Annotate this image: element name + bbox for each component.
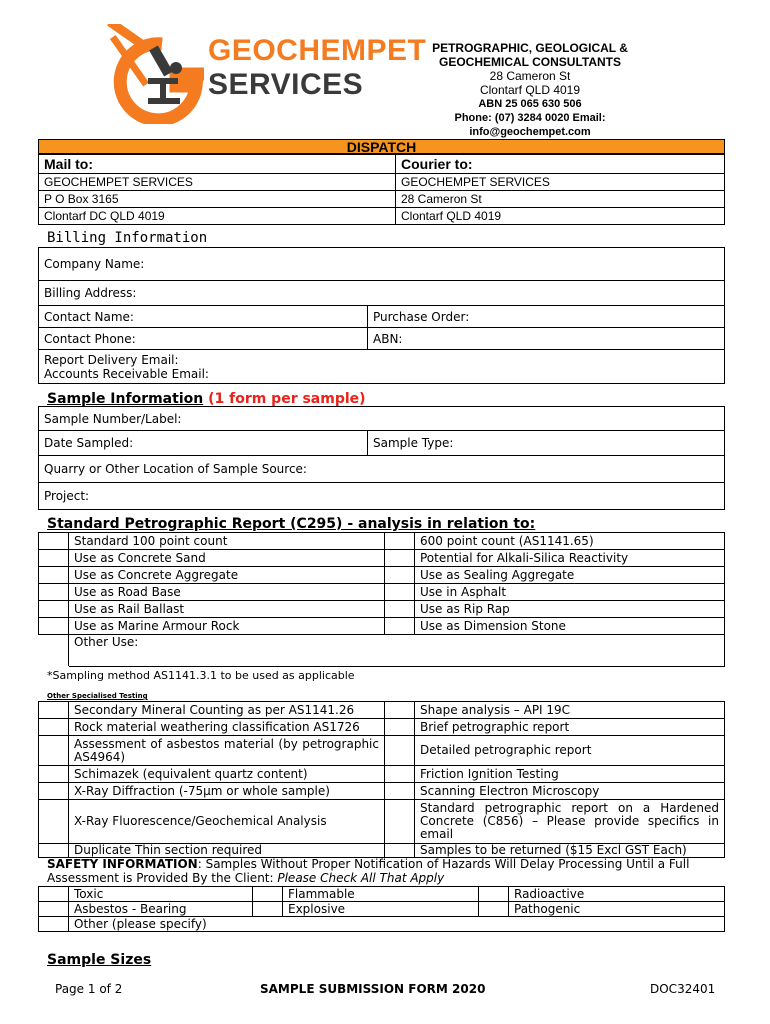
option-label: X-Ray Diffraction (-75µm or whole sample) (69, 783, 385, 800)
courier-to-heading: Courier to: (396, 155, 725, 174)
option-label: Standard 100 point count (69, 533, 385, 550)
street-address: 28 Cameron St (489, 69, 571, 83)
checkbox[interactable] (385, 601, 415, 618)
report-email-label: Report Delivery Email: (44, 352, 179, 367)
option-label: Use as Sealing Aggregate (415, 567, 725, 584)
checkbox[interactable] (385, 550, 415, 567)
hazard-label: Toxic (69, 887, 253, 902)
checkbox[interactable] (39, 783, 69, 800)
mail-to-line-2: P O Box 3165 (39, 191, 396, 208)
standard-report-title: Standard Petrographic Report (C295) - analysis in relation to: (47, 516, 536, 532)
billing-title: Billing Information (47, 230, 208, 246)
option-label: Friction Ignition Testing (415, 766, 725, 783)
option-label: Use as Marine Armour Rock (69, 618, 385, 635)
option-label: Rock material weathering classification AS1726 (69, 719, 385, 736)
checkbox[interactable] (253, 902, 283, 917)
checkbox[interactable] (253, 887, 283, 902)
checkbox[interactable] (39, 844, 69, 858)
blank-cell (39, 635, 69, 667)
checkbox[interactable] (385, 719, 415, 736)
brand-line-1: GEOCHEMPET (208, 34, 427, 67)
checkbox[interactable] (39, 917, 69, 932)
contact-phone-field[interactable]: Contact Phone: (39, 328, 368, 350)
brand-line-2: SERVICES (208, 68, 364, 101)
option-label: Use as Concrete Sand (69, 550, 385, 567)
checkbox[interactable] (479, 902, 509, 917)
checkbox[interactable] (39, 800, 69, 844)
option-label: Standard petrographic report on a Hardened Concrete (C856) – Please provide specifics in email (415, 800, 725, 844)
email-fields[interactable] (39, 350, 725, 384)
billing-table (38, 247, 725, 384)
checkbox[interactable] (385, 533, 415, 550)
mail-to-line-1: GEOCHEMPET SERVICES (39, 174, 396, 191)
option-label: Schimazek (equivalent quartz content) (69, 766, 385, 783)
checkbox[interactable] (39, 584, 69, 601)
checkbox[interactable] (39, 601, 69, 618)
sample-sizes-title: Sample Sizes (47, 952, 152, 968)
hazard-label: Flammable (283, 887, 479, 902)
option-label: Scanning Electron Microscopy (415, 783, 725, 800)
safety-info (47, 857, 719, 885)
option-label: Samples to be returned ($15 Excl GST Each) (415, 844, 725, 858)
sampling-footnote: *Sampling method AS1141.3.1 to be used as applicable (47, 669, 355, 682)
checkbox[interactable] (385, 766, 415, 783)
sample-table (38, 406, 725, 510)
page-number: Page 1 of 2 (55, 982, 123, 996)
specialised-title: Other Specialised Testing (47, 692, 148, 700)
form-title: SAMPLE SUBMISSION FORM 2020 (260, 982, 486, 996)
checkbox[interactable] (385, 567, 415, 584)
purchase-order-field[interactable]: Purchase Order: (368, 306, 725, 328)
checkbox[interactable] (479, 887, 509, 902)
hazard-label: Asbestos - Bearing (69, 902, 253, 917)
company-name-field[interactable]: Company Name: (39, 248, 725, 281)
project-field[interactable]: Project: (39, 483, 725, 510)
dispatch-table (38, 154, 725, 225)
checkbox[interactable] (39, 550, 69, 567)
mail-to-heading: Mail to: (39, 155, 396, 174)
option-label: Brief petrographic report (415, 719, 725, 736)
safety-instruction: Please Check All That Apply (277, 871, 445, 885)
sample-type-field[interactable]: Sample Type: (368, 431, 725, 456)
safety-text: : Samples Without Proper Notification of Hazards Will Delay Processing Until a Full Assessment is Provided By the Client: (47, 857, 690, 885)
option-label: Use as Road Base (69, 584, 385, 601)
option-label: 600 point count (AS1141.65) (415, 533, 725, 550)
checkbox[interactable] (39, 736, 69, 766)
checkbox[interactable] (385, 702, 415, 719)
option-label: Use in Asphalt (415, 584, 725, 601)
standard-report-table (38, 532, 725, 667)
option-label: Use as Dimension Stone (415, 618, 725, 635)
other-hazard-field[interactable]: Other (please specify) (69, 917, 725, 932)
checkbox[interactable] (39, 766, 69, 783)
courier-to-line-1: GEOCHEMPET SERVICES (396, 174, 725, 191)
courier-to-line-3: Clontarf QLD 4019 (396, 208, 725, 225)
tagline-2: GEOCHEMICAL CONSULTANTS (439, 55, 621, 69)
contact-name-field[interactable]: Contact Name: (39, 306, 368, 328)
sample-location-field[interactable]: Quarry or Other Location of Sample Source: (39, 456, 725, 483)
doc-number: DOC32401 (650, 982, 716, 996)
option-label: Shape analysis – API 19C (415, 702, 725, 719)
ar-email-label: Accounts Receivable Email: (44, 366, 209, 381)
phone-line: Phone: (07) 3284 0020 Email: (454, 112, 606, 124)
hazard-label: Explosive (283, 902, 479, 917)
city-address: Clontarf QLD 4019 (479, 83, 581, 97)
sample-info-title (47, 391, 366, 407)
option-label: Assessment of asbestos material (by petrographic AS4964) (69, 736, 385, 766)
option-label: Use as Rail Ballast (69, 601, 385, 618)
billing-address-field[interactable]: Billing Address: (39, 281, 725, 306)
other-use-field[interactable]: Other Use: (69, 635, 725, 667)
safety-table (38, 886, 725, 932)
courier-to-line-2: 28 Cameron St (396, 191, 725, 208)
email-address: info@geochempet.com (469, 126, 591, 138)
option-label: X-Ray Fluorescence/Geochemical Analysis (69, 800, 385, 844)
option-label: Duplicate Thin section required (69, 844, 385, 858)
checkbox[interactable] (39, 533, 69, 550)
tagline-1: PETROGRAPHIC, GEOLOGICAL & (432, 41, 628, 55)
checkbox[interactable] (385, 783, 415, 800)
dispatch-heading: DISPATCH (38, 139, 725, 154)
sample-number-field[interactable]: Sample Number/Label: (39, 407, 725, 431)
date-sampled-field[interactable]: Date Sampled: (39, 431, 368, 456)
option-label: Detailed petrographic report (415, 736, 725, 766)
company-address-block (420, 41, 640, 139)
mail-to-line-3: Clontarf DC QLD 4019 (39, 208, 396, 225)
checkbox[interactable] (385, 736, 415, 766)
checkbox[interactable] (39, 902, 69, 917)
hazard-label: Pathogenic (509, 902, 725, 917)
checkbox[interactable] (39, 887, 69, 902)
option-label: Use as Rip Rap (415, 601, 725, 618)
hazard-label: Radioactive (509, 887, 725, 902)
specialised-table (38, 701, 725, 858)
sample-info-heading: Sample Information (47, 391, 204, 407)
safety-label: SAFETY INFORMATION (47, 857, 198, 871)
abn-field[interactable]: ABN: (368, 328, 725, 350)
option-label: Use as Concrete Aggregate (69, 567, 385, 584)
checkbox[interactable] (39, 719, 69, 736)
checkbox[interactable] (385, 844, 415, 858)
option-label: Potential for Alkali-Silica Reactivity (415, 550, 725, 567)
checkbox[interactable] (385, 618, 415, 635)
option-label: Secondary Mineral Counting as per AS1141.26 (69, 702, 385, 719)
sample-info-note: (1 form per sample) (208, 391, 366, 407)
checkbox[interactable] (39, 618, 69, 635)
abn-text: ABN 25 065 630 506 (478, 98, 582, 110)
checkbox[interactable] (39, 567, 69, 584)
checkbox[interactable] (39, 702, 69, 719)
checkbox[interactable] (385, 584, 415, 601)
checkbox[interactable] (385, 800, 415, 844)
